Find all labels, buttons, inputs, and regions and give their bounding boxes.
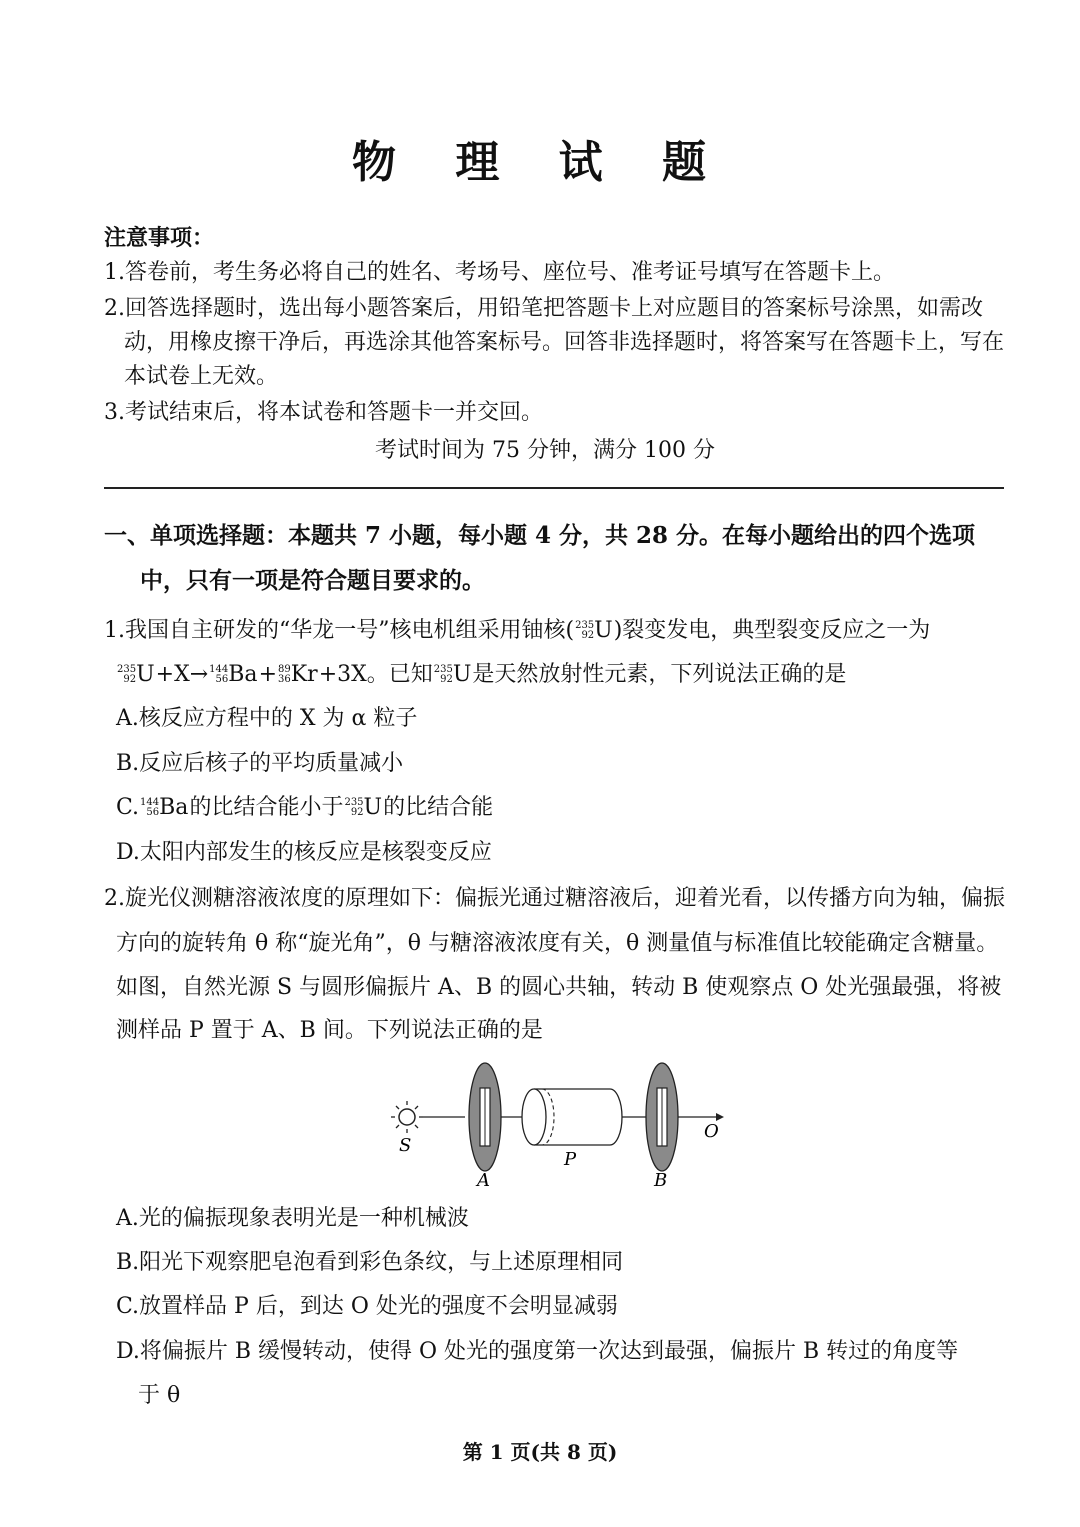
q1-option-a: A.核反应方程中的 X 为 α 粒子 bbox=[116, 706, 418, 731]
isotope-ba144: 144 56 Ba bbox=[140, 795, 189, 820]
polarizer-a bbox=[469, 1063, 501, 1171]
q2-option-c: C.放置样品 P 后，到达 O 处光的强度不会明显减弱 bbox=[116, 1294, 618, 1319]
notice-item-1: 1.答卷前，考生务必将自己的姓名、考场号、座位号、准考证号填写在答题卡上。 bbox=[104, 260, 895, 285]
q1-equation-line: 235 92 U+X→ 144 56 Ba+ 89 36 Kr+3X。已知 235 92 U是天然放射性元素，下列说法正确的是 bbox=[117, 662, 847, 687]
polarizer-b bbox=[646, 1063, 678, 1171]
q2-stem-line1: 2.旋光仪测糖溶液浓度的原理如下：偏振光通过糖溶液后，迎着光看，以传播方向为轴，偏振 bbox=[104, 886, 1005, 911]
label-s: S bbox=[399, 1135, 412, 1156]
page-footer: 第 1 页(共 8 页) bbox=[462, 1440, 618, 1464]
q1-stem-line1: 1.我国自主研发的“华龙一号”核电机组采用铀核( 235 92 U)裂变发电，典型裂变反应之一为 bbox=[104, 618, 931, 643]
isotope-u235: 235 92 U bbox=[117, 662, 155, 687]
section-heading-cont: 中，只有一项是符合题目要求的。 bbox=[140, 567, 485, 594]
label-a: A bbox=[477, 1170, 490, 1191]
q2-option-a: A.光的偏振现象表明光是一种机械波 bbox=[116, 1206, 469, 1231]
q2-stem-line2: 方向的旋转角 θ 称“旋光角”，θ 与糖溶液浓度有关，θ 测量值与标准值比较能确定含糖量。 bbox=[116, 931, 999, 956]
isotope-u235: 235 92 U bbox=[433, 662, 472, 687]
notice-item-2-cont: 动，用橡皮擦干净后，再选涂其他答案标号。回答非选择题时，将答案写在答题卡上，写在 bbox=[124, 330, 1005, 355]
sample-tube-p bbox=[522, 1089, 622, 1145]
isotope-u235: 235 92 U bbox=[575, 618, 613, 643]
isotope-u235: 235 92 U bbox=[344, 795, 383, 820]
label-b: B bbox=[654, 1170, 668, 1191]
notice-item-2: 2.回答选择题时，选出每小题答案后，用铅笔把答题卡上对应题目的答案标号涂黑，如需改 bbox=[104, 296, 983, 321]
notice-heading: 注意事项： bbox=[104, 225, 215, 251]
q2-option-d-cont: 于 θ bbox=[138, 1383, 181, 1408]
q2-stem-line4: 测样品 P 置于 A、B 间。下列说法正确的是 bbox=[116, 1018, 543, 1043]
isotope-ba144: 144 56 Ba bbox=[209, 662, 258, 687]
notice-item-3: 3.考试结束后，将本试卷和答题卡一并交回。 bbox=[104, 400, 543, 425]
q2-option-b: B.阳光下观察肥皂泡看到彩色条纹，与上述原理相同 bbox=[116, 1250, 624, 1275]
q1-option-b: B.反应后核子的平均质量减小 bbox=[116, 751, 404, 776]
light-source-icon bbox=[391, 1101, 423, 1133]
header-divider bbox=[104, 487, 1004, 489]
label-p: P bbox=[564, 1149, 577, 1170]
q2-option-d: D.将偏振片 B 缓慢转动，使得 O 处光的强度第一次达到最强，偏振片 B 转过的角度等 bbox=[116, 1339, 959, 1364]
q2-stem-line3: 如图，自然光源 S 与圆形偏振片 A、B 的圆心共轴，转动 B 使观察点 O 处光强最强，将被 bbox=[116, 975, 1002, 1000]
polarimeter-figure bbox=[380, 1055, 740, 1195]
isotope-kr89: 89 36 Kr bbox=[278, 662, 318, 687]
label-o: O bbox=[704, 1121, 719, 1142]
exam-time-info: 考试时间为 75 分钟，满分 100 分 bbox=[375, 438, 715, 463]
q1-option-c: C. 144 56 Ba的比结合能小于 235 92 U的比结合能 bbox=[116, 795, 494, 820]
section-heading: 一、单项选择题：本题共 7 小题，每小题 4 分，共 28 分。在每小题给出的四个选项 bbox=[104, 522, 976, 549]
q1-option-d: D.太阳内部发生的核反应是核裂变反应 bbox=[116, 840, 492, 865]
notice-item-2-cont2: 本试卷上无效。 bbox=[124, 364, 279, 389]
arrow-head-icon bbox=[716, 1113, 724, 1121]
page-title: 物 理 试 题 bbox=[352, 137, 728, 188]
